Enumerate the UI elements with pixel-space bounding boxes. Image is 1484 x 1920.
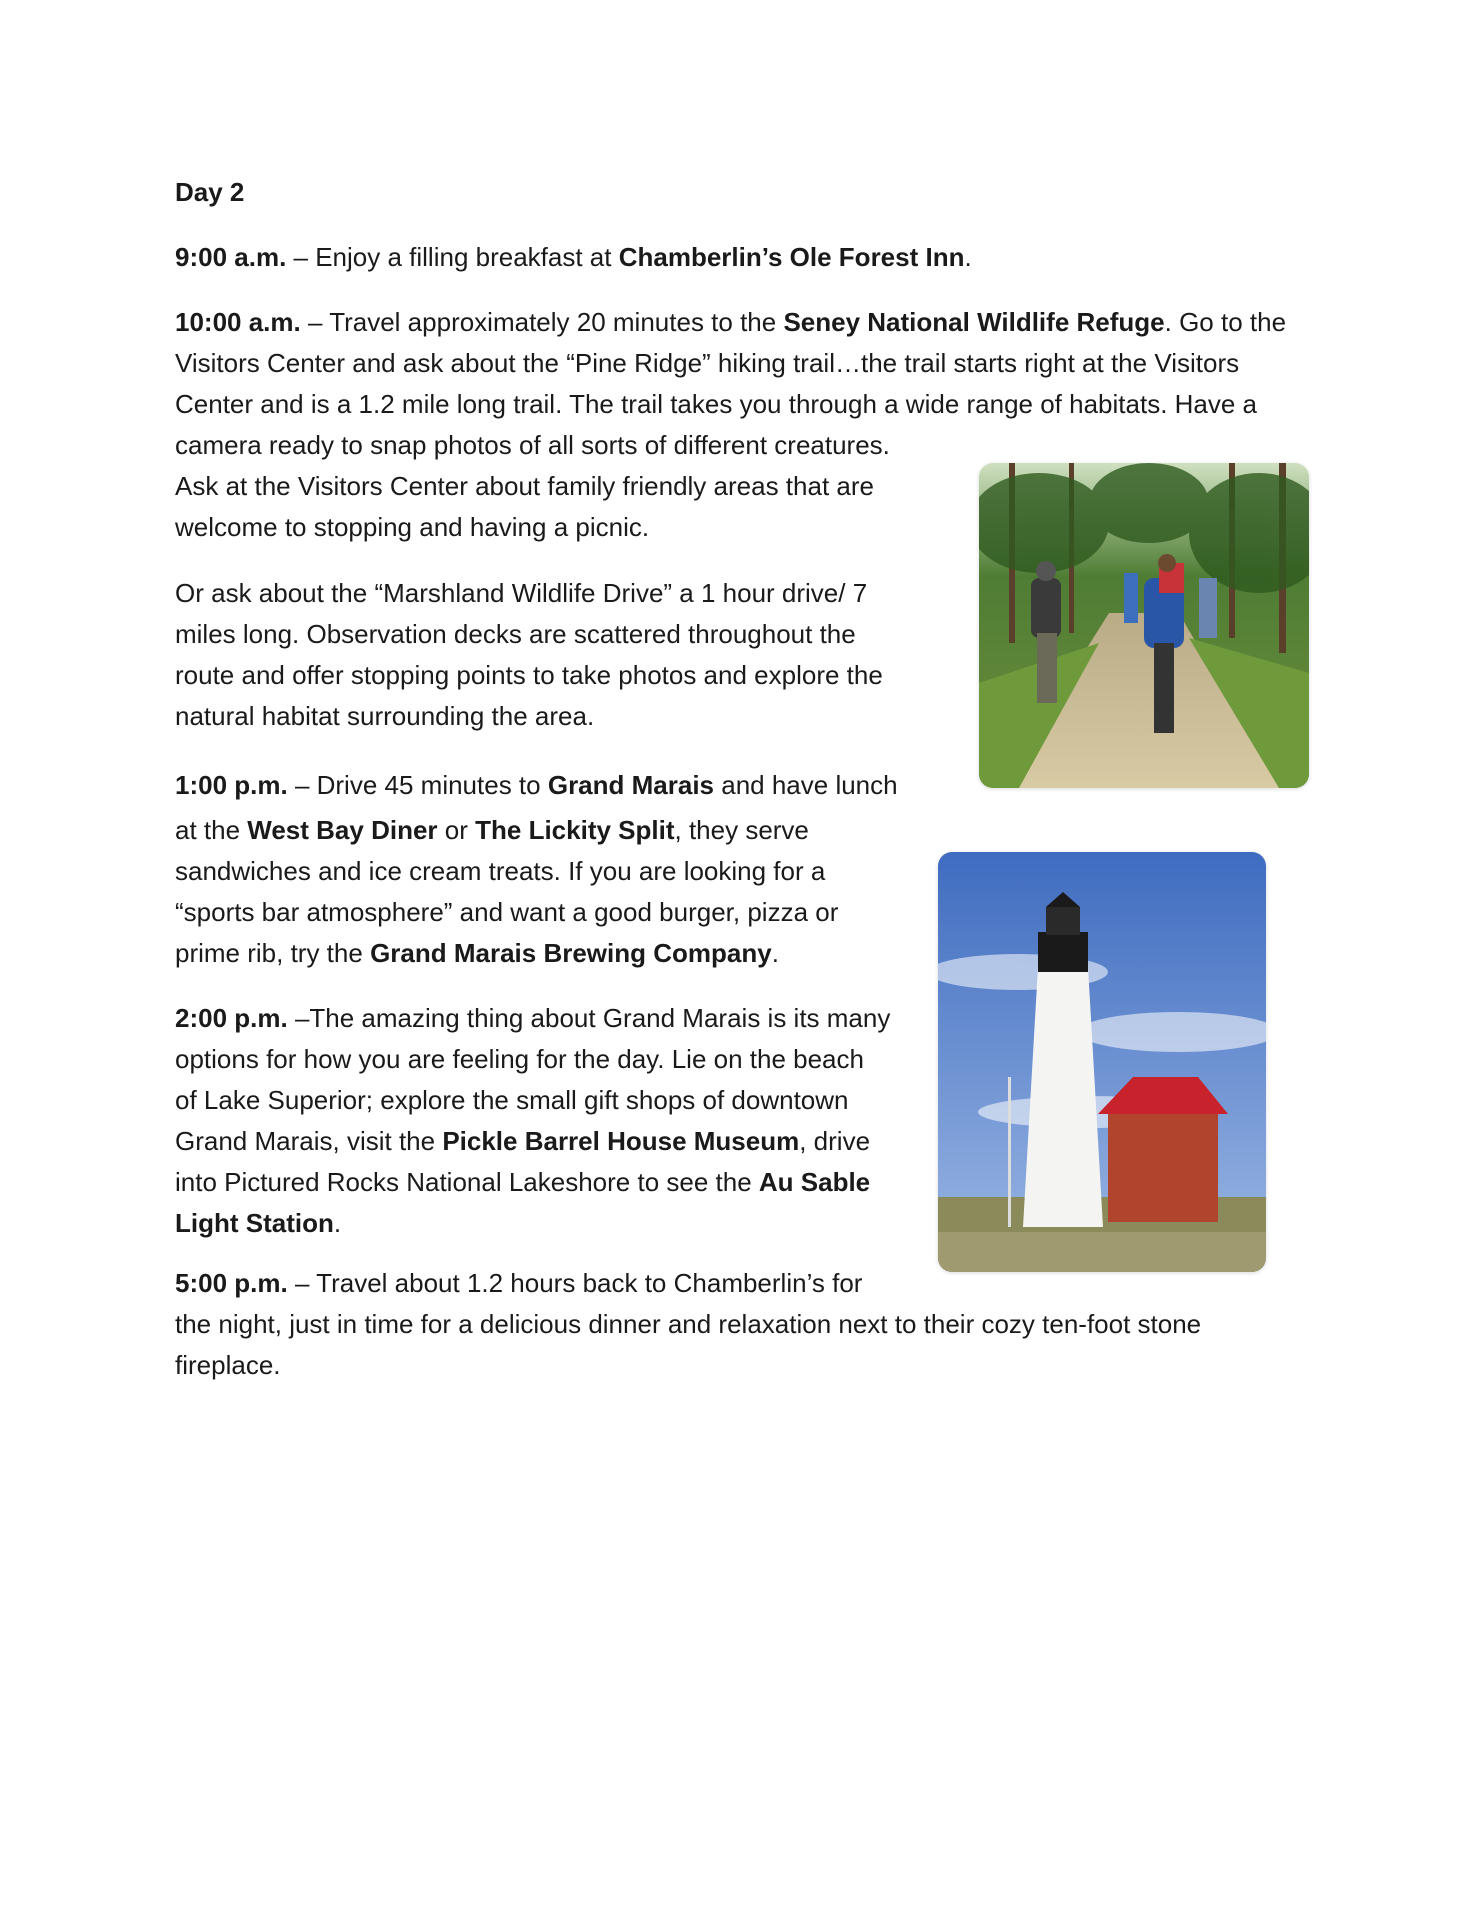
place-name: Au Sable [758,1167,871,1197]
place-name: Light Station [175,1208,334,1238]
itinerary-item-marshland: Or ask about the “Marshland Wildlife Drive” a 1 hour drive/ 7 miles long. Observation decks are scattered throughout the route and offer stopping points to take photos and explore the natural habitat surrounding the area. [175,578,883,731]
time-label: 10:00 a.m. [175,307,301,337]
place-name: Seney National Wildlife Refuge [783,307,1165,337]
place-name: Chamberlin’s Ole Forest Inn [618,242,965,272]
place-name: Grand Marais Brewing Company [370,938,772,968]
time-label: 5:00 p.m. [175,1268,288,1298]
hikers-photo [979,463,1309,788]
itinerary-item-10am: 10:00 a.m. – Travel approximately 20 minutes to the Seney National Wildlife Refuge. Go to the Visitors Center and ask about the “Pine Ridge” hiking trail…the trail starts right at the Visitors Center and is a 1.2 mile long trail. The trail takes you through a wide range of habitats. Have a camera ready to snap photos of all sorts of different creatures. Ask at the Visitors Center about family friendly areas that are welcome to stopping and having a picnic. [175,307,1287,542]
time-label: 1:00 p.m. [175,770,288,800]
time-label: 2:00 p.m. [175,1003,288,1033]
itinerary-item-5pm: 5:00 p.m. – Travel about 1.2 hours back to Chamberlin’s for the night, just in time for a delicious dinner and relaxation next to their cozy ten-foot stone fireplace. [175,1268,1202,1380]
itinerary-item-2pm: 2:00 p.m. –The amazing thing about Grand Marais is its many options for how you are feeling for the day. Lie on the beach of Lake Superior; explore the small gift shops of downtown Grand Marais, visit the Pickle Barrel House Museum, drive into Pictured Rocks National Lakeshore to see the Au Sable Light Station. [175,1003,891,1238]
itinerary-item-1pm: 1:00 p.m. – Drive 45 minutes to Grand Marais and have lunch at the West Bay Diner or The Lickity Split, they serve sandwiches and ice cream treats. If you are looking for a “sports bar atmosphere” and want a good burger, pizza or prime rib, try the Grand Marais Brewing Company. [175,770,898,968]
place-name: Pickle Barrel House Museum [442,1126,800,1156]
day-heading: Day 2 [175,177,245,207]
itinerary-item-9am: 9:00 a.m. – Enjoy a filling breakfast at Chamberlin’s Ole Forest Inn. [175,242,972,272]
time-label: 9:00 a.m. [175,242,287,272]
place-name: West Bay Diner [247,815,438,845]
lighthouse-photo [938,852,1266,1272]
place-name: The Lickity Split [475,815,675,845]
place-name: Grand Marais [547,770,715,800]
